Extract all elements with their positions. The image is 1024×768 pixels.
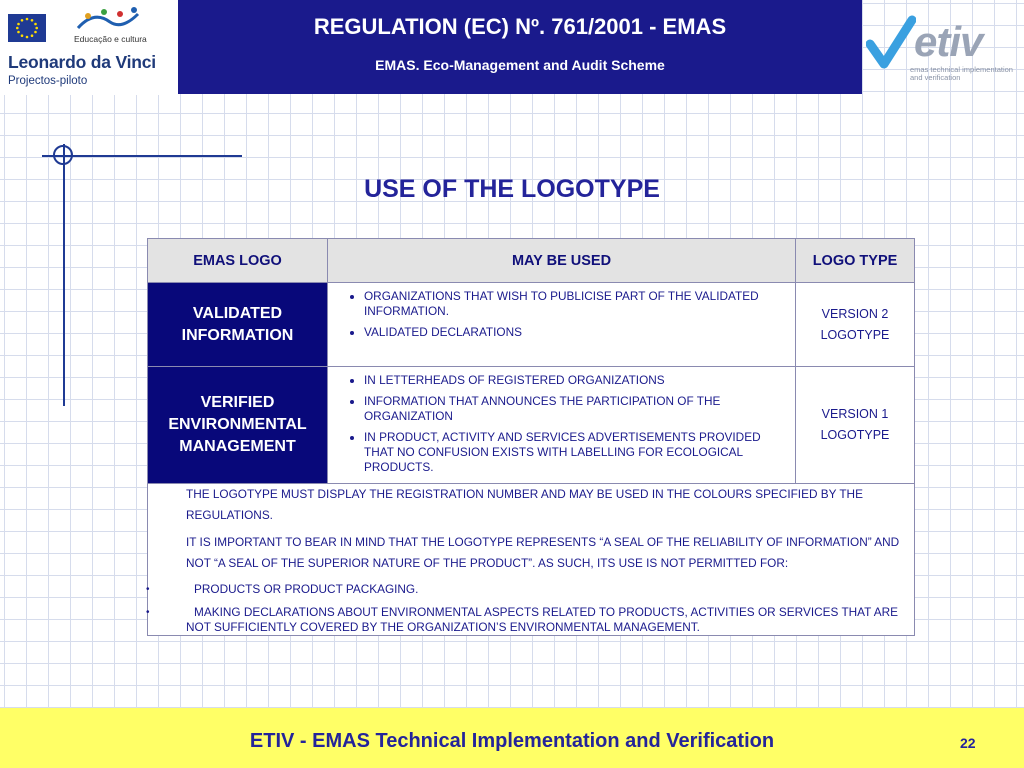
program-caption: Educação e cultura <box>74 34 147 44</box>
table-row <box>148 283 915 367</box>
etiv-tagline: emas technical implementation and verification <box>910 65 1013 82</box>
page-title: USE OF THE LOGOTYPE <box>364 175 660 203</box>
notes-cell <box>148 484 915 636</box>
footer-text: ETIV - EMAS Technical Implementation and Verification <box>249 730 775 752</box>
etiv-wordmark: etiv <box>914 18 983 65</box>
logo-label-line: VERIFIED <box>200 394 275 411</box>
restriction-text: MAKING DECLARATIONS ABOUT ENVIRONMENTAL ASPECTS RELATED TO PRODUCTS, ACTIVITIES OR SERVICES THAT ARE NOT SUFFICIENTLY COVERED BY THE ORGANIZATION’S ENVIRONMENTAL MANAGEMENT. <box>186 605 899 634</box>
list-item: • IN PRODUCT, ACTIVITY AND SERVICES ADVERTISEMENTS PROVIDED THAT NO CONFUSION EXISTS WITH LABELLING FOR ECOLOGICAL PRODUCTS. <box>364 430 785 475</box>
table-notes-row <box>148 484 915 636</box>
program-logo-panel <box>0 0 178 95</box>
header-title: REGULATION (EC) Nº. 761/2001 - EMAS <box>313 14 727 39</box>
logo-type-line: VERSION 1 <box>821 407 889 421</box>
logotype-usage-table <box>147 238 915 636</box>
page-number: 22 <box>960 735 976 751</box>
column-header-logo-type: LOGO TYPE <box>796 239 915 283</box>
footer-bar <box>0 708 1024 768</box>
bullet-icon: • <box>146 584 150 595</box>
table-row <box>148 367 915 484</box>
may-be-used-cell <box>328 283 796 367</box>
header-subtitle: EMAS. Eco-Management and Audit Scheme <box>375 57 665 73</box>
column-header-may-be-used: MAY BE USED <box>328 239 796 283</box>
program-name: Leonardo da Vinci <box>8 52 156 72</box>
logo-label-line: INFORMATION <box>181 326 294 344</box>
bullet-icon: • <box>146 607 150 618</box>
emas-logo-validated-information <box>148 283 328 367</box>
logo-type-cell <box>796 367 915 484</box>
note-paragraph: THE LOGOTYPE MUST DISPLAY THE REGISTRATION NUMBER AND MAY BE USED IN THE COLOURS SPECIFIED BY THE REGULATIONS. <box>186 487 863 522</box>
logo-type-line: LOGOTYPE <box>820 428 890 442</box>
table-header-row <box>148 239 915 283</box>
column-header-emas-logo: EMAS LOGO <box>148 239 328 283</box>
header-banner <box>178 0 862 94</box>
logo-label-line: MANAGEMENT <box>179 438 296 455</box>
logo-type-line: VERSION 2 <box>821 306 889 321</box>
program-subtitle: Projectos-piloto <box>8 75 88 87</box>
eu-flag-icon <box>8 14 46 42</box>
list-item: • INFORMATION THAT ANNOUNCES THE PARTICIPATION OF THE ORGANIZATION <box>364 394 785 424</box>
decorative-circle <box>53 145 73 165</box>
emas-logo-verified-environmental-management <box>148 367 328 484</box>
list-item: • VALIDATED DECLARATIONS <box>364 325 785 340</box>
note-paragraph: IT IS IMPORTANT TO BEAR IN MIND THAT THE LOGOTYPE REPRESENTS “A SEAL OF THE RELIABILITY OF INFORMATION” AND NOT “A SEAL OF THE SUPERIOR NATURE OF THE PRODUCT”. AS SUCH, ITS USE IS NOT PERMITTED FOR: <box>186 535 900 570</box>
logo-label-line: ENVIRONMENTAL <box>168 416 307 433</box>
logo-type-line: LOGOTYPE <box>820 327 890 342</box>
education-culture-logo-icon <box>74 6 144 34</box>
restriction-item <box>148 582 914 597</box>
may-be-used-cell <box>328 367 796 484</box>
list-item: • ORGANIZATIONS THAT WISH TO PUBLICISE PART OF THE VALIDATED INFORMATION. <box>364 289 785 319</box>
restriction-text: PRODUCTS OR PRODUCT PACKAGING. <box>194 582 419 596</box>
logo-type-cell <box>796 283 915 367</box>
list-item: • IN LETTERHEADS OF REGISTERED ORGANIZATIONS <box>364 373 785 388</box>
etiv-logo <box>862 0 1024 94</box>
logo-label-line: VALIDATED <box>192 304 283 322</box>
checkmark-icon <box>866 14 916 77</box>
restriction-item <box>148 605 914 635</box>
